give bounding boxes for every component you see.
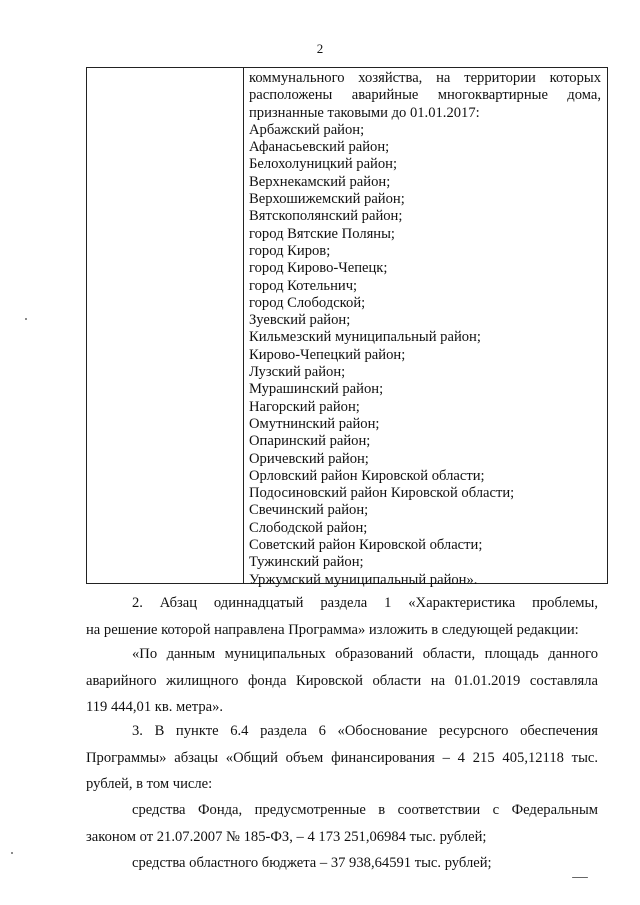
paragraph-line: «По данным муниципальных образований области, площадь данного <box>132 646 598 662</box>
paragraph-line: законом от 21.07.2007 № 185-ФЗ, – 4 173 251,06984 тыс. рублей; <box>86 828 487 845</box>
table-intro-line: признанные таковыми до 01.01.2017: <box>249 104 480 121</box>
program-table <box>86 67 608 588</box>
district-item: Верхошижемский район; <box>249 191 405 208</box>
district-item: Зуевский район; <box>249 312 351 329</box>
district-item: Мурашинский район; <box>249 381 384 398</box>
district-item: Оричевский район; <box>249 450 369 467</box>
paragraph-line: на решение которой направлена Программа» изложить в следующей редакции: <box>86 621 579 638</box>
table-intro-line: коммунального хозяйства, на территории которых <box>249 70 601 86</box>
paragraph-line: 3. В пункте 6.4 раздела 6 «Обоснование ресурсного обеспечения <box>132 723 598 739</box>
paragraph-line: средства областного бюджета – 37 938,64591 тыс. рублей; <box>132 855 492 871</box>
district-item: Свечинский район; <box>249 502 369 519</box>
paragraph-line: аварийного жилищного фонда Кировской области на 01.01.2019 составляла <box>86 672 598 689</box>
district-item: Вятскополянский район; <box>249 208 403 225</box>
district-list <box>249 122 601 589</box>
paragraph-item-3 <box>86 718 598 798</box>
district-item: Орловский район Кировской области; <box>249 467 485 484</box>
district-item: Слободской район; <box>249 519 368 536</box>
paragraph-line: средства Фонда, предусмотренные в соответствии с Федеральным <box>132 802 598 818</box>
scan-speck <box>572 877 588 878</box>
paragraph-line: рублей, в том числе: <box>86 776 213 792</box>
district-item: Верхнекамский район; <box>249 173 391 190</box>
district-item: Нагорский район; <box>249 398 360 415</box>
district-item: Опаринский район; <box>249 433 371 450</box>
table-right-cell <box>249 70 601 589</box>
table-column-divider <box>243 68 244 583</box>
paragraph-fund <box>86 797 598 850</box>
district-item: Уржумский муниципальный район». <box>249 571 478 588</box>
district-item: Тужинский район; <box>249 554 364 571</box>
paragraph-line: 2. Абзац одиннадцатый раздела 1 «Характеристика проблемы, <box>132 595 598 611</box>
district-item: Омутнинский район; <box>249 415 380 432</box>
paragraph-item-2 <box>86 590 598 643</box>
page-number: 2 <box>316 41 324 56</box>
district-item: Кирово-Чепецкий район; <box>249 346 406 363</box>
paragraph-line: Программы» абзацы «Общий объем финансирования – 4 215 405,12118 тыс. <box>86 749 598 766</box>
paragraph-line: 119 444,01 кв. метра». <box>86 699 224 715</box>
table-intro-line: расположены аварийные многоквартирные дома, <box>249 87 601 104</box>
district-item: город Кирово-Чепецк; <box>249 260 388 277</box>
district-item: Афанасьевский район; <box>249 139 390 156</box>
scan-speck <box>11 852 13 854</box>
district-item: Белохолуницкий район; <box>249 156 398 173</box>
district-item: Кильмезский муниципальный район; <box>249 329 481 346</box>
quoted-paragraph <box>86 641 598 721</box>
district-item: город Котельнич; <box>249 277 358 294</box>
district-item: Лузский район; <box>249 364 346 381</box>
paragraph-regional-budget <box>86 850 598 877</box>
district-item: Подосиновский район Кировской области; <box>249 485 515 502</box>
district-item: город Слободской; <box>249 294 366 311</box>
district-item: Советский район Кировской области; <box>249 537 483 554</box>
district-item: город Киров; <box>249 242 331 259</box>
district-item: город Вятские Поляны; <box>249 225 395 242</box>
district-item: Арбажский район; <box>249 121 365 138</box>
scan-speck <box>25 318 27 320</box>
